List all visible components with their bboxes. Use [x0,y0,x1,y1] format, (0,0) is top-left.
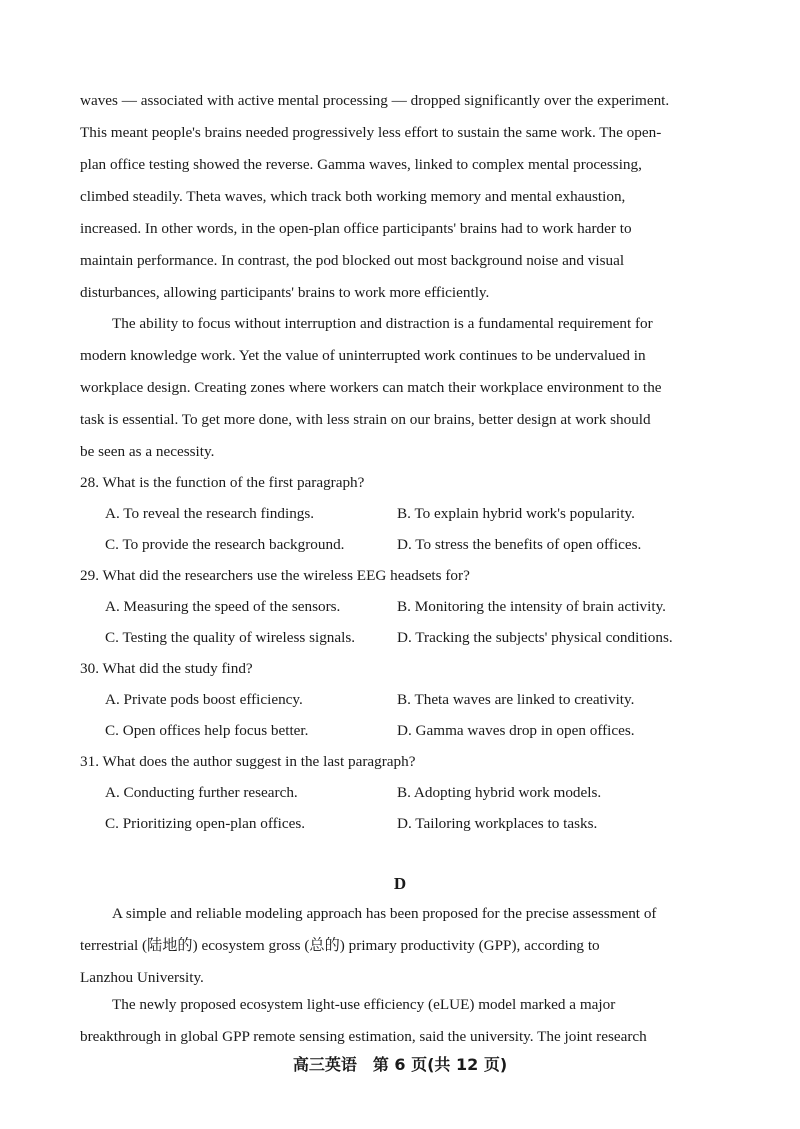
option-b[interactable]: B. Adopting hybrid work models. [397,784,602,801]
option-a[interactable]: A. Measuring the speed of the sensors. [105,598,341,615]
text-line: modern knowledge work. Yet the value of uninterrupted work continues to be undervalued in [80,347,646,364]
passage-paragraph [80,989,722,1053]
text-line: breakthrough in global GPP remote sensing estimation, said the university. The joint research [80,1028,647,1045]
option-b[interactable]: B. Theta waves are linked to creativity. [397,691,635,708]
question-31 [80,746,740,839]
option-row [80,591,740,622]
option-row [80,777,740,808]
option-row [80,684,740,715]
option-row [80,808,740,839]
option-c[interactable]: C. Prioritizing open-plan offices. [105,815,306,832]
option-d[interactable]: D. To stress the benefits of open offices. [397,536,642,553]
option-row [80,529,740,560]
text-line: disturbances, allowing participants' brains to work more efficiently. [80,284,490,301]
question-stem: 30. What did the study find? [80,660,253,677]
option-c[interactable]: C. Testing the quality of wireless signals. [105,629,356,646]
text-line: A simple and reliable modeling approach has been proposed for the precise assessment of [112,905,657,922]
option-a[interactable]: A. Conducting further research. [105,784,298,801]
question-stem: 29. What did the researchers use the wireless EEG headsets for? [80,567,470,584]
question-stem: 28. What is the function of the first paragraph? [80,474,365,491]
question-28 [80,467,740,560]
option-a[interactable]: A. Private pods boost efficiency. [105,691,303,708]
question-29 [80,560,740,653]
option-row [80,622,740,653]
option-row [80,498,740,529]
option-d[interactable]: D. Tailoring workplaces to tasks. [397,815,598,832]
page-footer: 高三英语 第 6 页(共 12 页) [292,1055,508,1074]
option-b[interactable]: B. To explain hybrid work's popularity. [397,505,635,522]
text-line: maintain performance. In contrast, the pod blocked out most background noise and visual [80,252,625,269]
text-line: climbed steadily. Theta waves, which track both working memory and mental exhaustion, [80,188,626,205]
question-30 [80,653,740,746]
question-stem: 31. What does the author suggest in the last paragraph? [80,753,416,770]
option-d[interactable]: D. Gamma waves drop in open offices. [397,722,635,739]
option-a[interactable]: A. To reveal the research findings. [105,505,315,522]
text-line: plan office testing showed the reverse. Gamma waves, linked to complex mental processing, [80,156,642,173]
option-c[interactable]: C. To provide the research background. [105,536,345,553]
text-line: workplace design. Creating zones where workers can match their workplace environment to the [80,379,662,396]
text-line: Lanzhou University. [80,969,204,986]
text-line: This meant people's brains needed progressively less effort to sustain the same work. The open- [80,124,662,141]
section-heading: D [393,874,407,893]
passage-paragraph [80,898,722,994]
option-row [80,715,740,746]
text-line: be seen as a necessity. [80,443,215,460]
text-line: task is essential. To get more done, with less strain on our brains, better design at work should [80,411,651,428]
option-d[interactable]: D. Tracking the subjects' physical conditions. [397,629,673,646]
text-line: waves — associated with active mental processing — dropped significantly over the experiment. [80,92,670,109]
option-c[interactable]: C. Open offices help focus better. [105,722,309,739]
text-line: terrestrial (陆地的) ecosystem gross (总的) primary productivity (GPP), according to [80,937,600,954]
text-line: The newly proposed ecosystem light-use efficiency (eLUE) model marked a major [112,996,616,1013]
text-line: increased. In other words, in the open-plan office participants' brains had to work harder to [80,220,632,237]
passage-paragraph [80,85,722,309]
option-b[interactable]: B. Monitoring the intensity of brain activity. [397,598,666,615]
passage-paragraph [80,308,722,468]
text-line: The ability to focus without interruption and distraction is a fundamental requirement for [112,315,653,332]
